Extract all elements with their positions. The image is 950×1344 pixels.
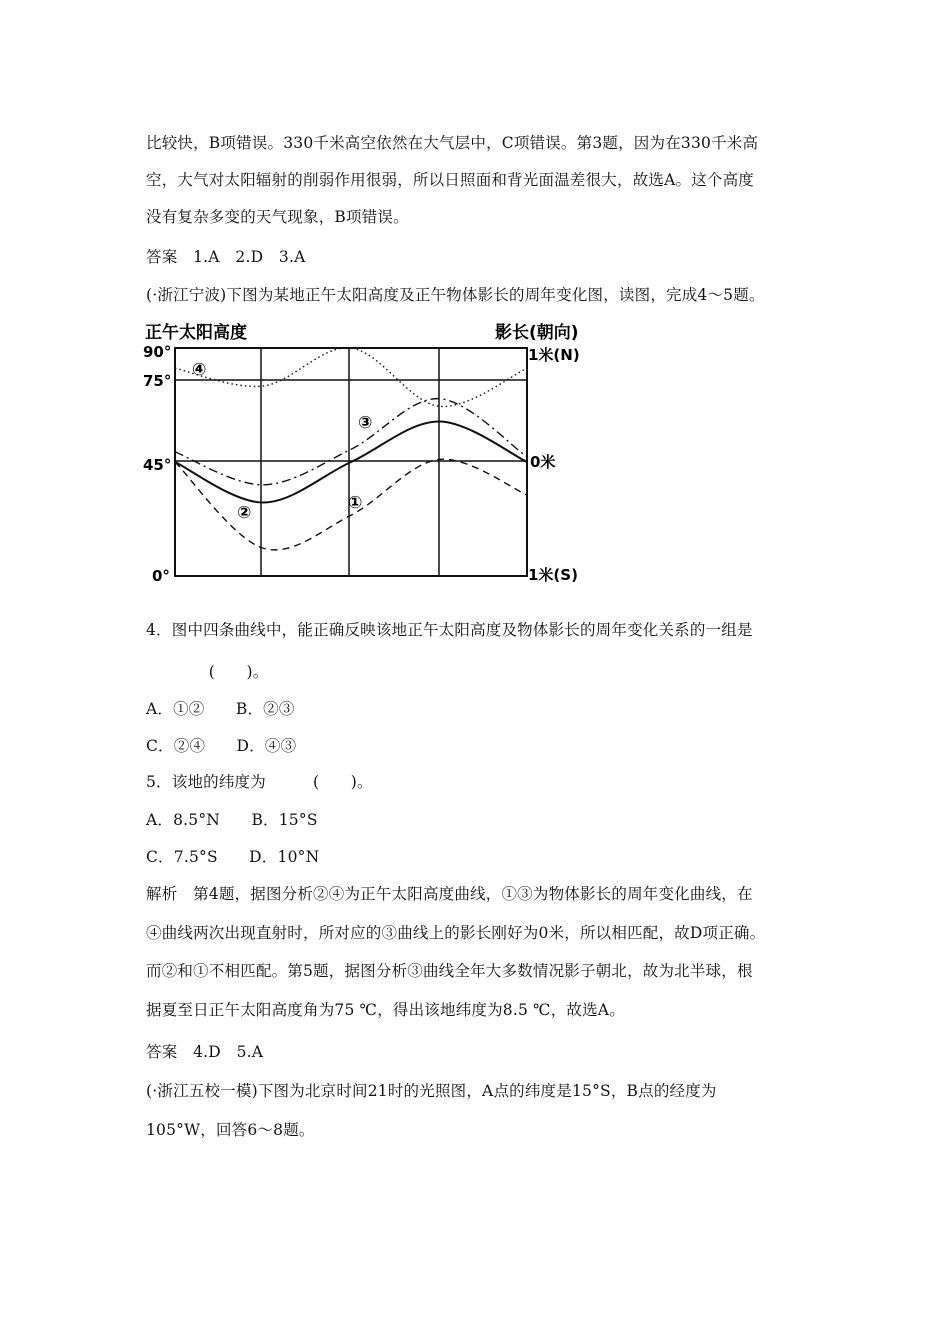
question-intro-2-cont: 105°W，回答6～8题。 <box>146 1121 315 1139</box>
analysis-line-3: 而②和①不相匹配。第5题，据图分析③曲线全年大多数情况影子朝北，故为北半球，根 <box>146 962 753 980</box>
series-line-4 <box>175 348 527 407</box>
chart-svg <box>140 318 600 588</box>
question-4-options-cd: C．②④ D．④③ <box>146 737 297 755</box>
series-label-1: ① <box>348 493 363 513</box>
left-tick-75: 75° <box>143 372 172 390</box>
right-axis-title: 影长(朝向) <box>495 323 579 343</box>
series-layer <box>175 348 527 550</box>
left-tick-90: 90° <box>143 343 172 361</box>
question-4-stem: 4．图中四条曲线中，能正确反映该地正午太阳高度及物体影长的周年变化关系的一组是 <box>146 621 753 639</box>
answer-line-1: 答案 1.A 2.D 3.A <box>146 248 306 266</box>
question-5-options-cd: C．7.5°S D．10°N <box>146 848 320 866</box>
series-line-3 <box>175 399 527 485</box>
left-tick-45: 45° <box>143 456 172 474</box>
sun-altitude-chart <box>140 318 600 588</box>
answer-line-2: 答案 4.D 5.A <box>146 1043 264 1061</box>
left-axis-title: 正午太阳高度 <box>145 323 247 343</box>
analysis-line-4: 据夏至日正午太阳高度角为75 ℃，得出该地纬度为8.5 ℃，故选A。 <box>146 1001 625 1019</box>
question-4-bracket: ( )。 <box>146 663 269 681</box>
analysis-line-2: ④曲线两次出现直射时，所对应的③曲线上的影长刚好为0米，所以相匹配，故D项正确。 <box>146 924 766 942</box>
text-line-1: 比较快，B项错误。330千米高空依然在大气层中，C项错误。第3题，因为在330千米高 <box>146 134 759 152</box>
text-line-3: 没有复杂多变的天气现象，B项错误。 <box>146 208 409 226</box>
question-5-stem: 5．该地的纬度为 ( )。 <box>146 773 373 791</box>
series-label-3: ③ <box>358 413 373 433</box>
series-label-2: ② <box>237 503 252 523</box>
question-5-options-ab: A．8.5°N B．15°S <box>146 811 318 829</box>
series-label-4: ④ <box>192 360 207 380</box>
question-4-options-ab: A．①② B．②③ <box>146 700 295 718</box>
right-tick-north: 1米(N) <box>528 346 580 364</box>
text-line-2: 空，大气对太阳辐射的削弱作用很弱，所以日照面和背光面温差很大，故选A。这个高度 <box>146 171 754 189</box>
right-tick-zero: 0米 <box>530 453 556 471</box>
question-intro-2: (·浙江五校一模)下图为北京时间21时的光照图，A点的纬度是15°S，B点的经度为 <box>146 1082 717 1100</box>
question-intro-1: (·浙江宁波)下图为某地正午太阳高度及正午物体影长的周年变化图，读图，完成4～5题。 <box>146 286 765 304</box>
right-tick-south: 1米(S) <box>528 566 578 584</box>
analysis-line-1: 解析 第4题，据图分析②④为正午太阳高度曲线，①③为物体影长的周年变化曲线，在 <box>146 885 753 903</box>
left-tick-0: 0° <box>152 567 170 585</box>
series-line-2 <box>175 421 527 502</box>
